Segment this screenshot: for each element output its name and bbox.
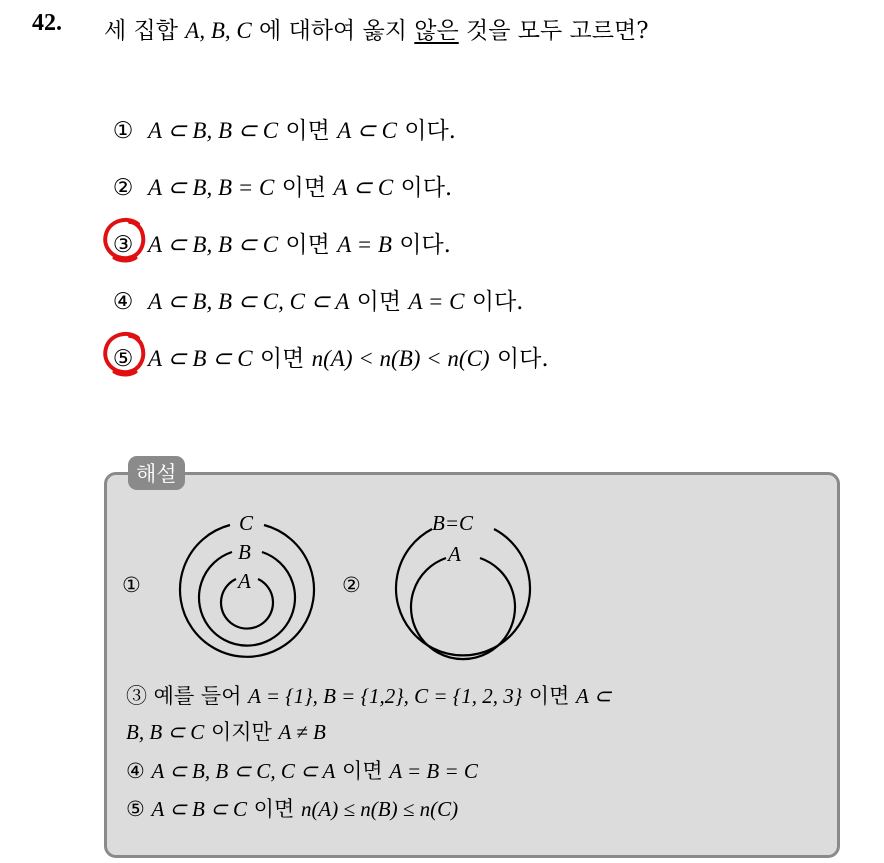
choice-marker: ④	[112, 289, 134, 315]
choice-connector: 이면	[278, 232, 338, 258]
solution-3-example: A = {1}, B = {1,2}, C = {1, 2, 3}	[248, 684, 523, 708]
choice-1[interactable]	[108, 112, 456, 145]
choice-result: A ⊂ C	[337, 118, 397, 143]
selected-circle-icon	[100, 214, 150, 264]
question-text-after: 것을 모두 고르면?	[458, 18, 649, 44]
solution-3-conclusion: A ≠ B	[278, 720, 326, 744]
choice-connector: 이면	[252, 346, 312, 372]
choice-connector: 이면	[349, 289, 409, 315]
diagram2-label-bc: B=C	[432, 511, 474, 535]
choice-marker: ①	[112, 118, 134, 144]
solution-line-3-cont	[126, 716, 326, 746]
choice-3[interactable]	[108, 226, 451, 259]
question-number: 42.	[32, 10, 62, 36]
question-underlined: 않은	[414, 18, 459, 44]
solution-line-4	[126, 755, 478, 785]
solution-4-marker: ④	[126, 759, 152, 783]
question-text-mid: 에 대하여 옳지	[251, 18, 415, 44]
diagram1-label-a: A	[238, 569, 251, 593]
choice-condition: A ⊂ B, B ⊂ C	[148, 118, 279, 143]
choice-ending: 이다.	[489, 346, 549, 372]
choice-ending: 이다.	[464, 289, 524, 315]
selected-circle-icon	[100, 328, 150, 378]
choice-marker: ③	[112, 232, 134, 258]
solution-5-connector: 이면	[247, 797, 301, 821]
question-sets: A, B, C	[185, 18, 252, 43]
solution-line-3	[126, 680, 611, 710]
choice-result: A ⊂ C	[333, 175, 394, 200]
diagram2-marker: ②	[342, 573, 361, 597]
choice-marker: ⑤	[112, 346, 134, 372]
choice-condition: A ⊂ B, B ⊂ C, C ⊂ A	[148, 289, 350, 314]
choice-result: A = B	[337, 232, 392, 257]
solution-3-relation: A ⊂	[576, 684, 612, 708]
solution-tag: 해설	[128, 456, 185, 490]
solution-5-marker: ⑤	[126, 797, 152, 821]
choice-result: n(A) < n(B) < n(C)	[311, 346, 490, 371]
choice-2[interactable]	[108, 169, 452, 202]
diagram1-label-c: C	[239, 511, 254, 535]
choice-ending: 이다.	[393, 175, 453, 201]
solution-5-condition: A ⊂ B ⊂ C	[151, 797, 247, 821]
diagram1-marker: ①	[122, 573, 141, 597]
diagram1-label-b: B	[238, 540, 251, 564]
choice-4[interactable]	[108, 283, 524, 316]
solution-4-conclusion: A = B = C	[389, 759, 478, 783]
solution-line-5	[126, 793, 458, 823]
choice-condition: A ⊂ B, B = C	[148, 175, 275, 200]
choice-result: A = C	[408, 289, 465, 314]
solution-3-but: 이지만	[204, 720, 279, 744]
choice-ending: 이다.	[396, 118, 456, 144]
diagram2-label-a: A	[448, 542, 461, 566]
choice-connector: 이면	[278, 118, 338, 144]
choice-ending: 이다.	[391, 232, 451, 258]
solution-4-connector: 이면	[335, 759, 390, 783]
choice-condition: A ⊂ B ⊂ C	[148, 346, 253, 371]
choice-condition: A ⊂ B, B ⊂ C	[148, 232, 279, 257]
choice-5[interactable]	[108, 340, 549, 373]
question-text-before: 세 집합	[104, 18, 186, 44]
solution-3-relation-cont: B, B ⊂ C	[126, 720, 205, 744]
solution-3-intro: ③ 예를 들어	[126, 684, 249, 708]
solution-4-condition: A ⊂ B, B ⊂ C, C ⊂ A	[151, 759, 336, 783]
choice-connector: 이면	[274, 175, 334, 201]
choice-marker: ②	[112, 175, 134, 201]
solution-5-conclusion: n(A) ≤ n(B) ≤ n(C)	[300, 797, 459, 821]
solution-3-connector: 이면	[522, 684, 577, 708]
question-text	[104, 12, 649, 45]
